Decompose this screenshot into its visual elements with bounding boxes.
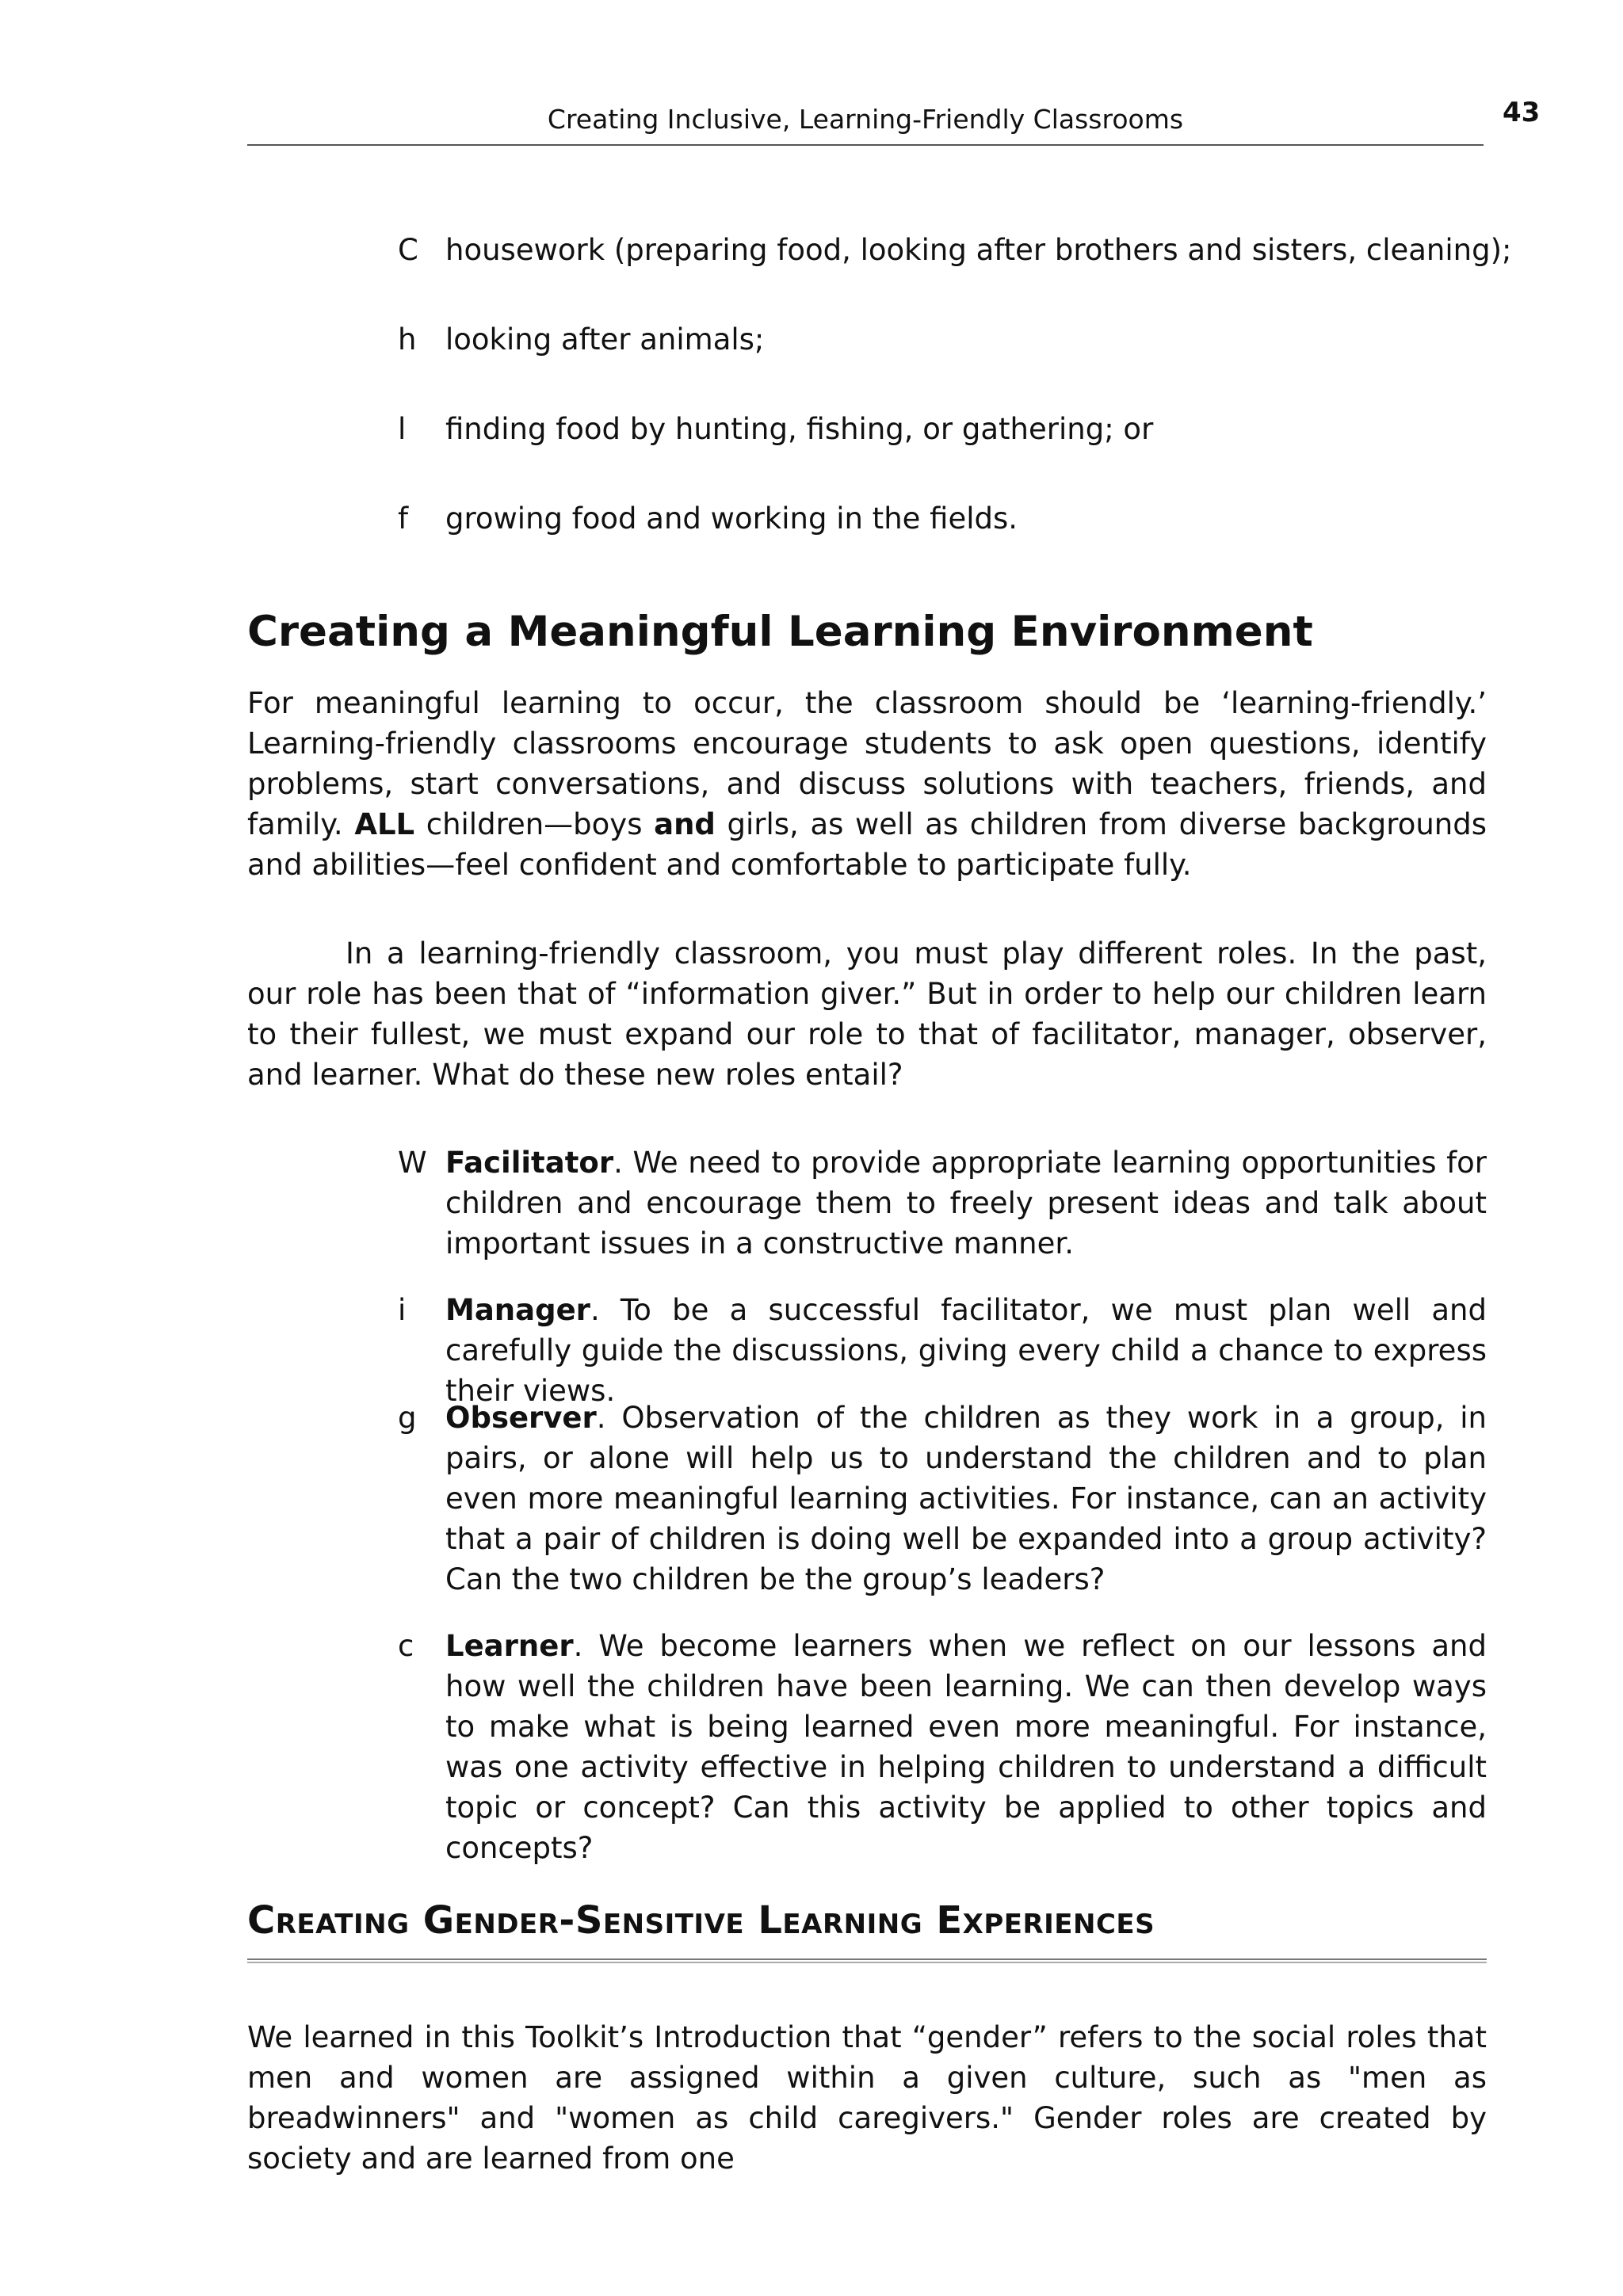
section-heading: Creating a Meaningful Learning Environment — [247, 608, 1313, 656]
role-description: . To be a successful facilitator, we must plan well and carefully guide the discussions, giving every child a chance to express their views. — [445, 1293, 1487, 1408]
list-bullet: C — [398, 233, 418, 267]
role-item-learner — [398, 1626, 1487, 1868]
role-description: . We become learners when we reflect on our lessons and how well the children have been learning. We can then develop ways to make what is being learned even more meaningful. For instance, was one activity effective in helping children to understand a difficult topic or concept? Can this activity be applied to other topics and concepts? — [445, 1629, 1487, 1865]
list-bullet: g — [398, 1401, 417, 1435]
section-heading: Creating Gender-Sensitive Learning Experiences — [247, 1898, 1155, 1943]
list-bullet: h — [398, 322, 417, 357]
list-item — [398, 498, 1018, 539]
list-item — [398, 319, 764, 360]
heading-rule — [247, 1958, 1487, 1963]
role-name: Facilitator — [445, 1146, 614, 1180]
paragraph-text: girls, as well as children from diverse backgrounds and abilities—feel confident and comfortable to participate fully. — [247, 807, 1487, 882]
role-name: Observer — [445, 1401, 597, 1435]
list-item-text: housework (preparing food, looking after brothers and sisters, cleaning); — [445, 233, 1512, 267]
page-number: 43 — [1503, 97, 1541, 128]
paragraph-text: For meaningful learning to occur, the classroom should be ‘learning-friendly.’ Learning-friendly classrooms encourage students to ask open questions, identify problems, start conversations, and discuss solutions with teachers, friends, and family. — [247, 686, 1487, 841]
header-rule — [247, 144, 1484, 146]
role-name: Manager — [445, 1293, 590, 1327]
role-description: . We need to provide appropriate learning opportunities for children and encourage them to freely present ideas and talk about important issues in a constructive manner. — [445, 1146, 1487, 1261]
list-bullet: W — [398, 1146, 427, 1180]
paragraph: In a learning-friendly classroom, you must play different roles. In the past, our role has been that of “information giver.” But in order to help our children learn to their fullest, we must expand our role to that of facilitator, manager, observer, and learner. What do these new roles entail? — [247, 936, 1487, 1092]
list-item — [398, 409, 1153, 449]
list-bullet: c — [398, 1629, 414, 1663]
list-bullet: l — [398, 412, 407, 446]
paragraph — [247, 683, 1487, 885]
list-bullet: f — [398, 502, 409, 536]
paragraph: We learned in this Toolkit’s Introduction that “gender” refers to the social roles that men and women are assigned within a given culture, such as "men as breadwinners" and "women as child caregivers." Gender roles are created by society and are learned from one — [247, 2020, 1487, 2176]
list-item-text: finding food by hunting, fishing, or gathering; or — [445, 412, 1154, 446]
role-item-observer — [398, 1398, 1487, 1600]
role-description: . Observation of the children as they work in a group, in pairs, or alone will help us to understand the children and to plan even more meaningful learning activities. For instance, can an activity that a pair of children is doing well be expanded into a group activity? Can the two children be the group’s leaders? — [445, 1401, 1487, 1596]
list-item — [398, 230, 1511, 270]
paragraph-text: children—boys — [414, 807, 655, 841]
running-header: Creating Inclusive, Learning-Friendly Classrooms — [547, 104, 1184, 135]
emphasis-all: ALL — [354, 807, 415, 841]
list-bullet: i — [398, 1293, 407, 1327]
role-item-facilitator — [398, 1142, 1487, 1264]
list-item-text: looking after animals; — [445, 322, 765, 357]
role-name: Learner — [445, 1629, 574, 1663]
emphasis-and: and — [654, 807, 716, 841]
list-item-text: growing food and working in the fields. — [445, 502, 1018, 536]
role-item-manager — [398, 1290, 1487, 1411]
